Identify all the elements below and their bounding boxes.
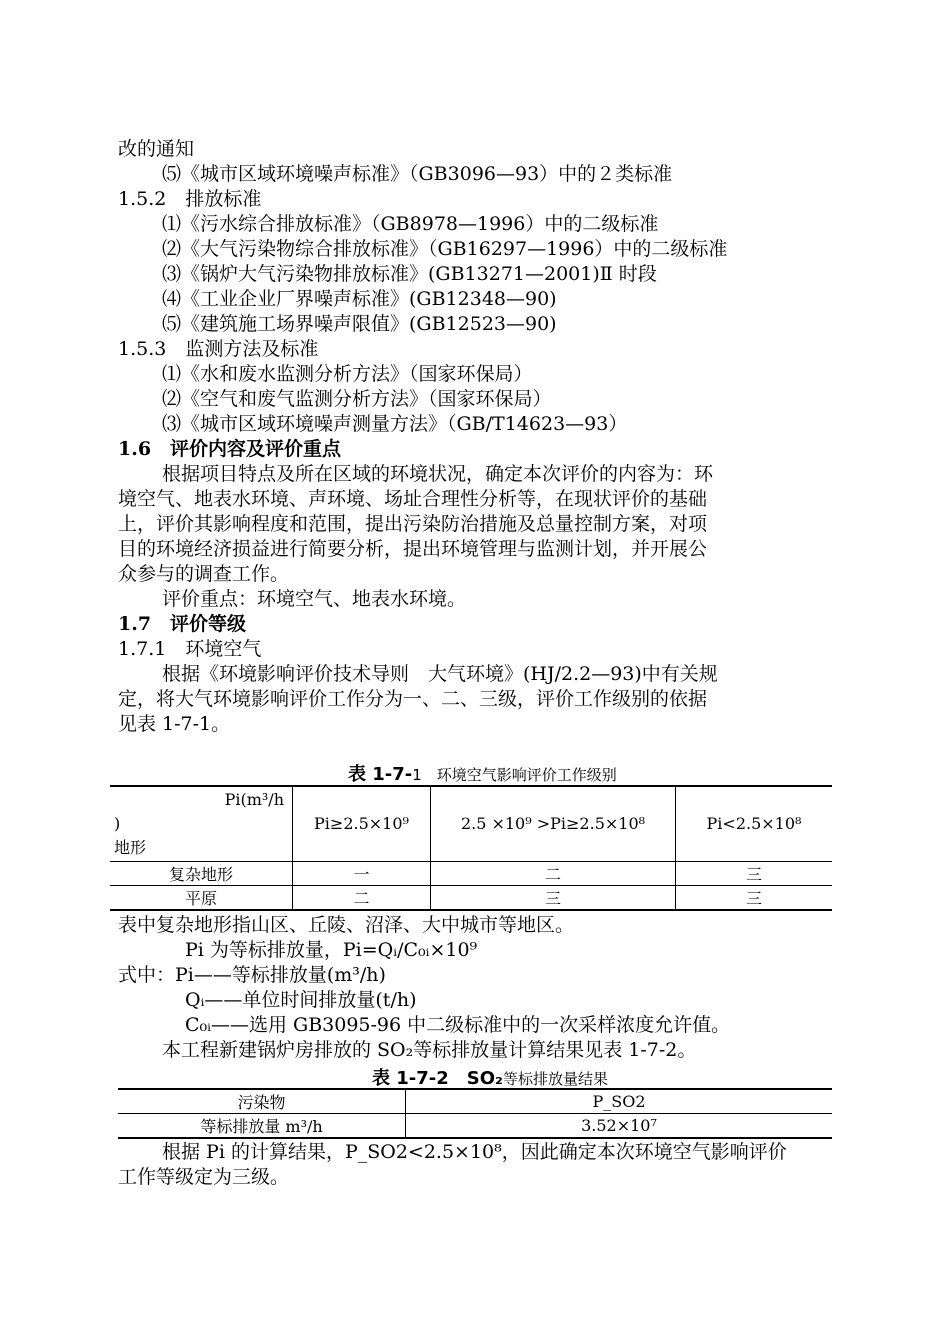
text-line: 上，评价其影响程度和范围，提出污染防治措施及总量控制方案，对项 [118,513,708,535]
text-line: 见表 1-7-1。 [118,713,231,735]
table-row [118,1089,832,1114]
text-line: 定，将大气环境影响评价工作分为一、二、三级，评价工作级别的依据 [118,688,708,710]
table-header: P_SO2 [406,1089,833,1114]
table-header: 2.5 ×10⁹ >Pi≥2.5×10⁸ [431,786,676,861]
section-heading: 1.5.2 排放标准 [118,188,262,210]
emission-table [118,1088,832,1139]
text-line: ⑴《污水综合排放标准》（GB8978—1996）中的二级标准 [162,213,659,235]
text-line: 根据项目特点及所在区域的环境状况，确定本次评价的内容为：环 [162,463,714,485]
text-line: 式中：Pi——等标排放量(m³/h) [118,964,386,986]
text-line: C₀ᵢ——选用 GB3095-96 中二级标准中的一次采样浓度允许值。 [185,1014,731,1036]
text-line: 众参与的调查工作。 [118,563,290,585]
table-header: Pi≥2.5×10⁹ [293,786,431,861]
table-cell: 一 [293,861,431,885]
caption-text: 1 环境空气影响评价工作级别 [412,766,617,784]
table-cell: 二 [431,861,676,885]
table-header: Pi<2.5×10⁸ [676,786,833,861]
caption-bold: 表 1-7-2 SO₂ [372,1068,503,1089]
text-line: ⑴《水和废水监测分析方法》（国家环保局） [162,363,533,385]
text-line: ⑸《建筑施工场界噪声限值》(GB12523—90) [162,313,557,335]
table-cell: 三 [431,885,676,910]
table-cell: 三 [676,861,833,885]
table-row [110,885,832,910]
section-heading: 1.5.3 监测方法及标准 [118,338,319,360]
header-corner-bottom: 地形 [114,837,147,857]
text-line: Qᵢ——单位时间排放量(t/h) [185,989,417,1011]
text-line: ⑶《锅炉大气污染物排放标准》(GB13271—2001)Ⅱ 时段 [162,263,657,285]
text-line: ⑵《空气和废气监测分析方法》（国家环保局） [162,388,552,410]
header-corner-top: Pi(m³/h [224,789,284,809]
table-row [118,1114,832,1139]
text-line: 表中复杂地形指山区、丘陵、沼泽、大中城市等地区。 [118,914,575,936]
text-line: 根据 Pi 的计算结果，P_SO2<2.5×10⁸，因此确定本次环境空气影响评价 [162,1141,787,1163]
grade-table [110,785,832,911]
table-caption [348,760,617,786]
text-line: ⑸《城市区域环境噪声标准》（GB3096—93）中的２类标准 [162,163,673,185]
table-row [110,861,832,885]
text-line: 改的通知 [118,138,195,160]
text-line: Pi 为等标排放量，Pi=Qᵢ/C₀ᵢ×10⁹ [185,939,478,961]
table-cell: 3.52×10⁷ [406,1114,833,1139]
text-line: 根据《环境影响评价技术导则 大气环境》(HJ/2.2—93)中有关规 [162,663,718,685]
header-corner-mid: ) [114,813,121,833]
text-line: 本工程新建锅炉房排放的 SO₂等标排放量计算结果见表 1-7-2。 [162,1039,697,1061]
section-heading: 1.6 评价内容及评价重点 [118,438,342,460]
section-heading: 1.7.1 环境空气 [118,638,262,660]
header-corner [110,786,293,861]
table-cell: 等标排放量 m³/h [118,1114,406,1139]
text-line: 评价重点：环境空气、地表水环境。 [162,588,467,610]
text-line: ⑷《工业企业厂界噪声标准》(GB12348—90) [162,288,557,310]
table-caption [372,1064,608,1090]
table-header: 污染物 [118,1089,406,1114]
text-line: ⑵《大气污染物综合排放标准》（GB16297—1996）中的二级标准 [162,238,728,260]
section-heading: 1.7 评价等级 [118,613,247,635]
text-line: 目的环境经济损益进行简要分析，提出环境管理与监测计划，并开展公 [118,538,708,560]
caption-text: 等标排放量结果 [502,1070,608,1088]
text-line: 工作等级定为三级。 [118,1166,290,1188]
table-cell: 二 [293,885,431,910]
table-cell: 三 [676,885,833,910]
caption-bold: 表 1-7- [348,764,413,785]
table-cell: 复杂地形 [110,861,293,885]
table-cell: 平原 [110,885,293,910]
text-line: ⑶《城市区域环境噪声测量方法》（GB/T14623—93） [162,413,628,435]
text-line: 境空气、地表水环境、声环境、场址合理性分析等，在现状评价的基础 [118,488,708,510]
